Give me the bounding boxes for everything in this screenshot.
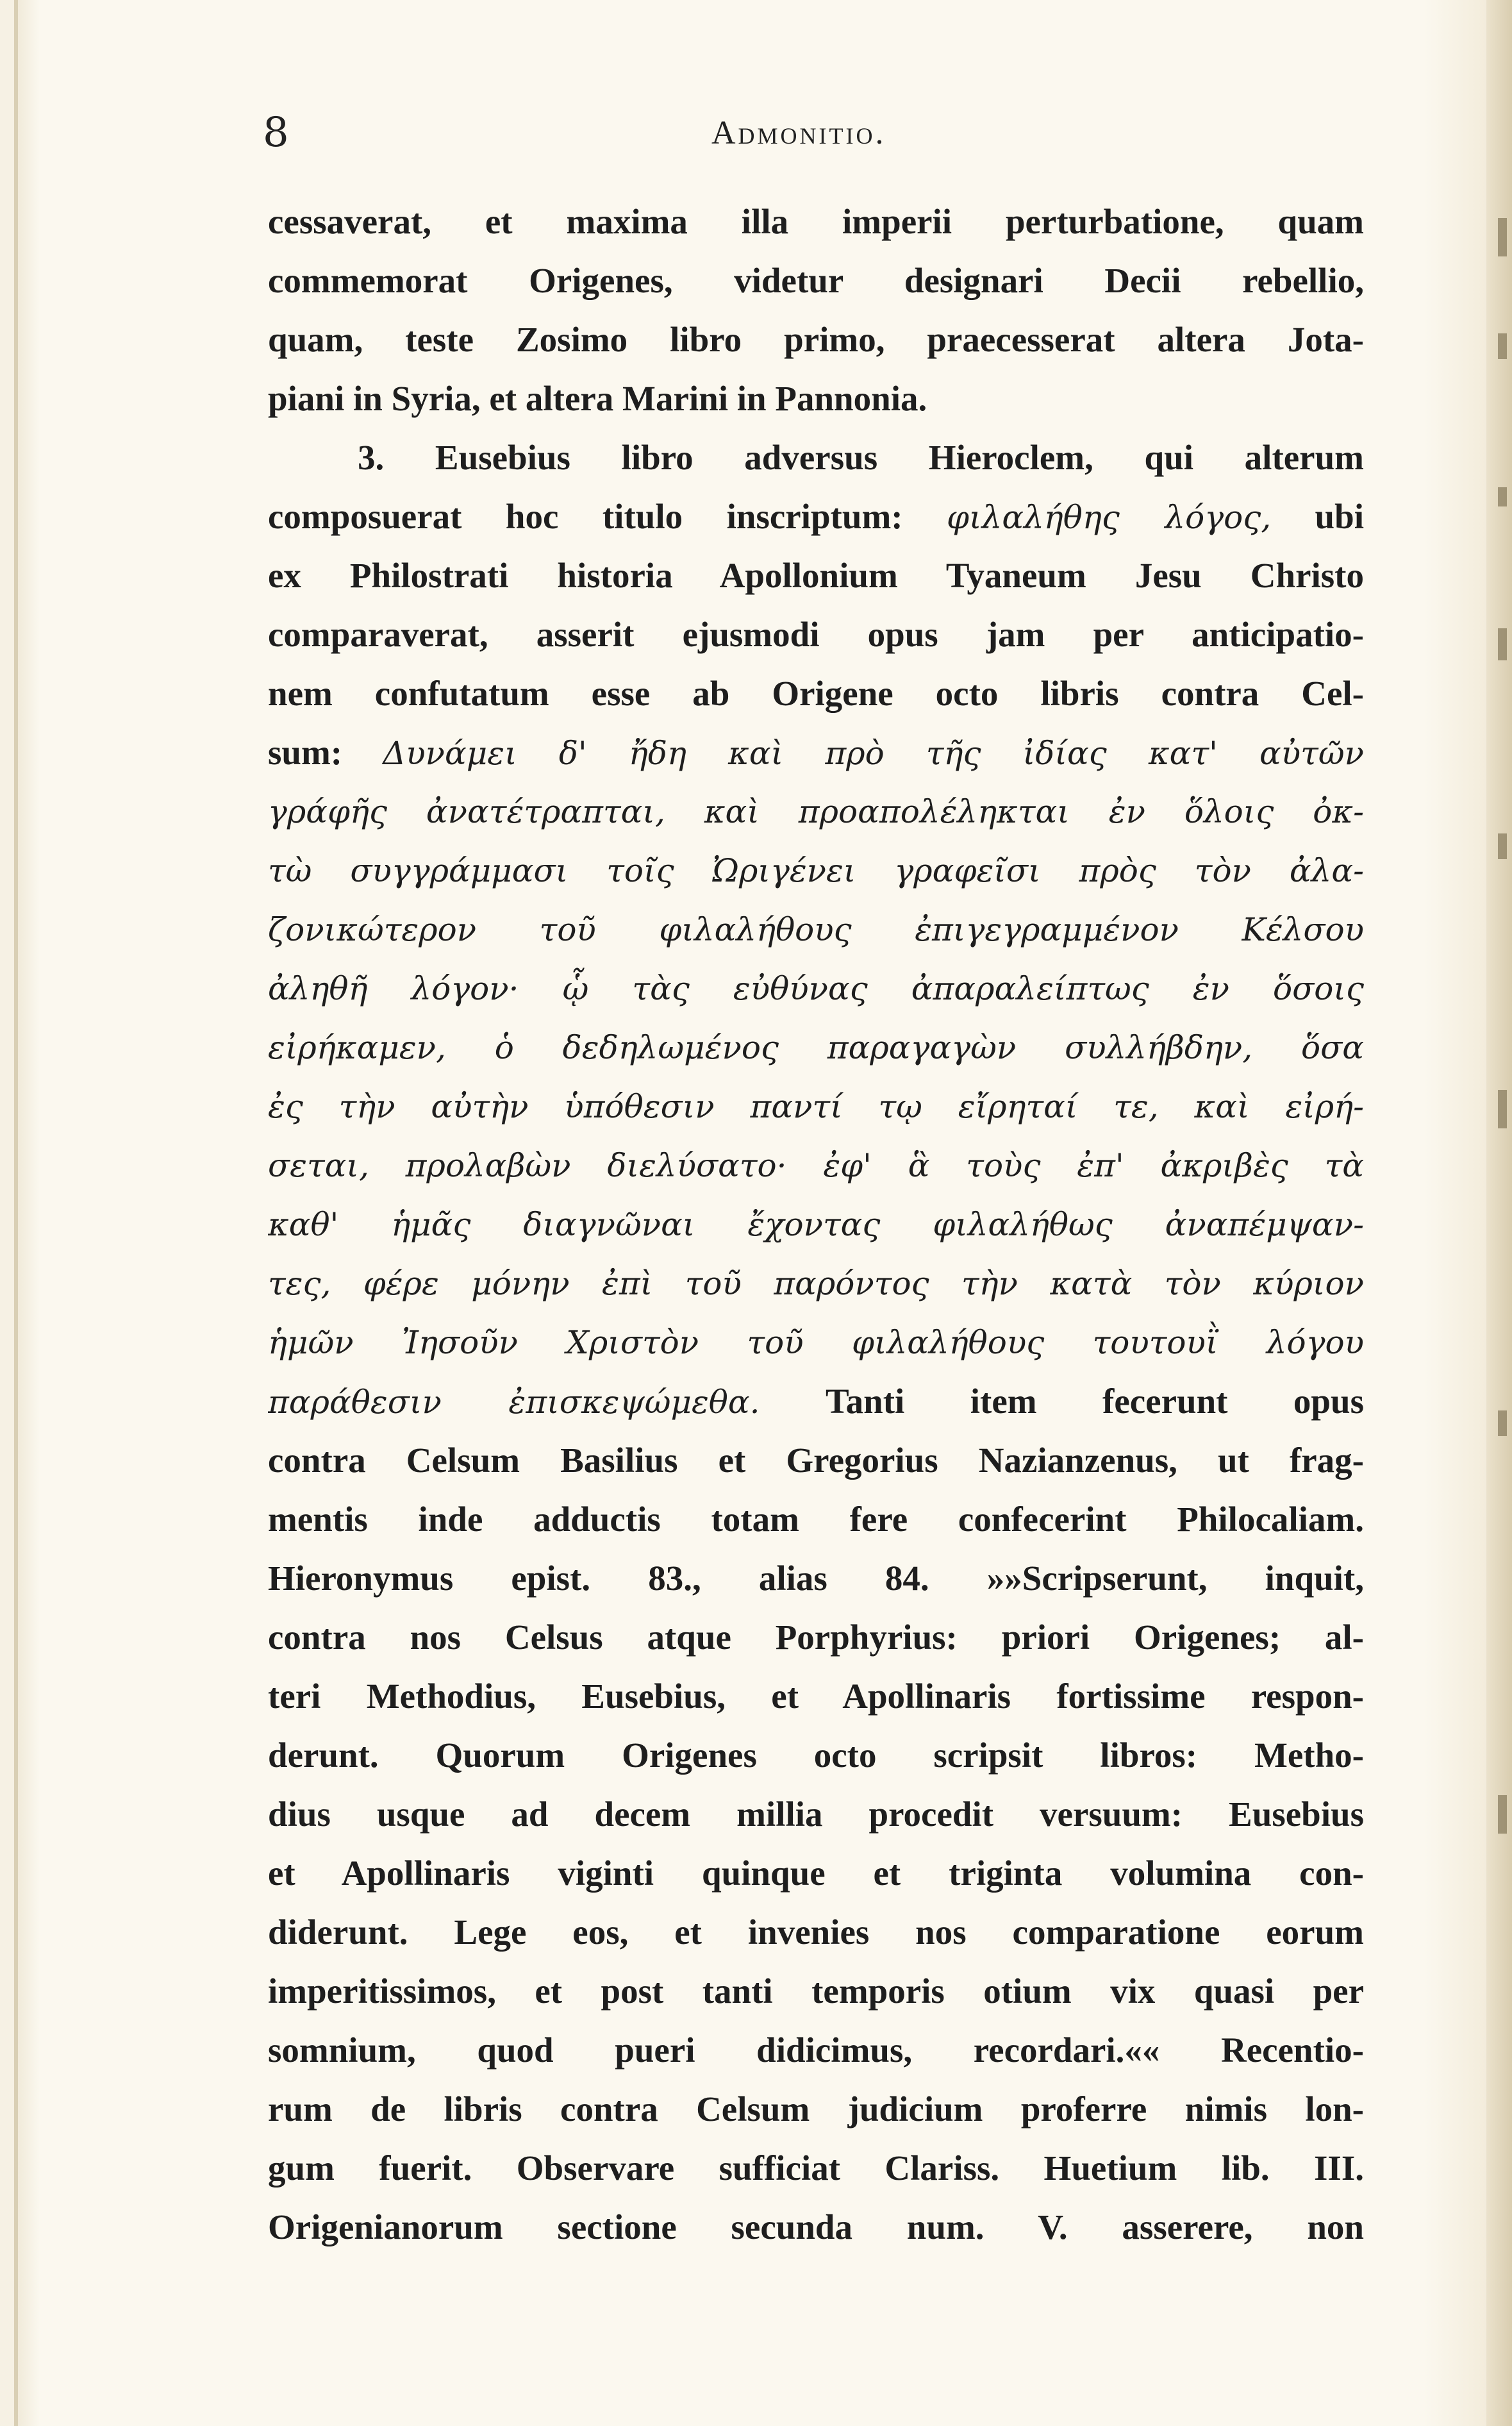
edge-mark bbox=[1498, 833, 1507, 859]
text-line bbox=[268, 1372, 1364, 1431]
greek-line: σεται, προλαβὼν διελύσατο· ἐφ' ἃ τοὺς ἐπ' ἀκριβὲς τὰ bbox=[268, 1147, 1364, 1184]
text-line: et Apollinaris viginti quinque et triginta volumina con- bbox=[268, 1853, 1364, 1893]
text-segment: composuerat hoc titulo inscriptum: bbox=[268, 497, 903, 536]
greek-line: γράφῆς ἀνατέτραπται, καὶ προαπολέληκται ἐν ὅλοις ὀκ- bbox=[268, 793, 1364, 830]
greek-line: εἰρήκαμεν, ὁ δεδηλωμένος παραγαγὼν συλλήβδην, ὅσα bbox=[268, 1029, 1364, 1066]
text-line bbox=[268, 487, 1364, 546]
text-line: nem confutatum esse ab Origene octo libris contra Cel- bbox=[268, 674, 1364, 713]
text-segment: ubi bbox=[1315, 497, 1364, 536]
body-text bbox=[268, 192, 1364, 2257]
text-line: Hieronymus epist. 83., alias 84. »»Scripserunt, inquit, bbox=[268, 1559, 1364, 1598]
text-segment: sum: bbox=[268, 733, 343, 772]
greek-line: ζονικώτερον τοῦ φιλαλήθους ἐπιγεγραμμένον Κέλσου bbox=[268, 911, 1364, 948]
greek-title: φιλαλήθης λόγος, bbox=[947, 499, 1272, 536]
text-line: ex Philostrati historia Apollonium Tyaneum Jesu Christo bbox=[268, 556, 1364, 595]
greek-line: τες, φέρε μόνην ἐπὶ τοῦ παρόντος τὴν κατὰ τὸν κύριον bbox=[268, 1265, 1364, 1302]
text-line bbox=[268, 723, 1364, 782]
text-line: quam, teste Zosimo libro primo, praecesserat altera Jota- bbox=[268, 320, 1364, 359]
text-line: piani in Syria, et altera Marini in Pannonia. bbox=[268, 379, 927, 418]
text-line: 3. Eusebius libro adversus Hieroclem, qui alterum bbox=[358, 438, 1364, 477]
greek-quote: παράθεσιν ἐπισκεψώμεθα. bbox=[268, 1384, 760, 1421]
text-line: rum de libris contra Celsum judicium proferre nimis lon- bbox=[268, 2089, 1364, 2129]
text-line: Origenianorum sectione secunda num. V. asserere, non bbox=[268, 2207, 1364, 2246]
text-line: teri Methodius, Eusebius, et Apollinaris fortissime respon- bbox=[268, 1677, 1364, 1716]
text-line: gum fuerit. Observare sufficiat Clariss. Huetium lib. III. bbox=[268, 2148, 1364, 2188]
text-line: comparaverat, asserit ejusmodi opus jam per anticipatio- bbox=[268, 615, 1364, 654]
text-line: derunt. Quorum Origenes octo scripsit libros: Metho- bbox=[268, 1736, 1364, 1775]
greek-quote: Δυνάμει δ' ἤδη καὶ πρὸ τῆς ἰδίας κατ' αὐτῶν bbox=[383, 735, 1364, 772]
text-line: mentis inde adductis totam fere confecerint Philocaliam. bbox=[268, 1500, 1364, 1539]
edge-mark bbox=[1498, 1795, 1507, 1834]
greek-line: ἀληθῆ λόγον· ᾧ τὰς εὐθύνας ἀπαραλείπτως ἐν ὅσοις bbox=[268, 970, 1364, 1007]
edge-mark bbox=[1498, 333, 1507, 359]
text-line: somnium, quod pueri didicimus, recordari.«« Recentio- bbox=[268, 2030, 1364, 2070]
text-line: diderunt. Lege eos, et invenies nos comparatione eorum bbox=[268, 1912, 1364, 1952]
edge-mark bbox=[1498, 218, 1507, 256]
running-title: Admonitio. bbox=[711, 115, 886, 151]
text-segment: Tanti item fecerunt opus bbox=[826, 1382, 1364, 1421]
edge-mark bbox=[1498, 1410, 1507, 1436]
greek-line: καθ' ἡμᾶς διαγνῶναι ἔχοντας φιλαλήθως ἀναπέμψαν- bbox=[268, 1206, 1364, 1243]
running-head bbox=[263, 109, 1365, 167]
greek-line: τὼ συγγράμμασι τοῖς Ὠριγένει γραφεῖσι πρὸς τὸν ἀλα- bbox=[268, 852, 1364, 889]
text-line: cessaverat, et maxima illa imperii perturbatione, quam bbox=[268, 202, 1364, 241]
text-line: contra nos Celsus atque Porphyrius: priori Origenes; al- bbox=[268, 1618, 1364, 1657]
edge-mark bbox=[1498, 628, 1507, 660]
page-number: 8 bbox=[263, 109, 289, 156]
text-line: imperitissimos, et post tanti temporis otium vix quasi per bbox=[268, 1971, 1364, 2011]
greek-line: ἐς τὴν αὐτὴν ὑπόθεσιν παντί τῳ εἴρηταί τε, καὶ εἰρή- bbox=[268, 1088, 1364, 1125]
edge-mark bbox=[1498, 1090, 1507, 1128]
greek-line: ἡμῶν Ἰησοῦν Χριστὸν τοῦ φιλαλήθους τουτουῒ λόγου bbox=[268, 1324, 1364, 1361]
text-line: commemorat Origenes, videtur designari Decii rebellio, bbox=[268, 261, 1364, 300]
edge-mark bbox=[1498, 487, 1507, 506]
text-line: contra Celsum Basilius et Gregorius Nazianzenus, ut frag- bbox=[268, 1441, 1364, 1480]
page-edge bbox=[1486, 0, 1512, 2426]
text-line: dius usque ad decem millia procedit versuum: Eusebius bbox=[268, 1794, 1364, 1834]
